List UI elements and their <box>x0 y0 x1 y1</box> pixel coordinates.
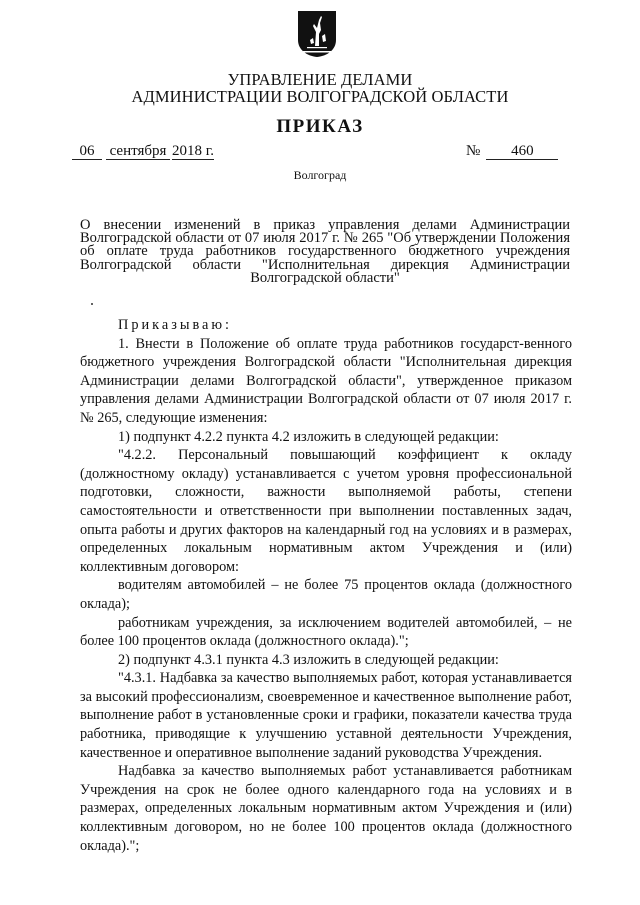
paragraph-2: 1) подпункт 4.2.2 пункта 4.2 изложить в следующей редакции: <box>118 428 499 445</box>
paragraph-1: 1. Внести в Положение об оплате труда работников государст-венного бюджетного учреждения Волгоградской области "Исполнительная дирекция Администрации делами Волгоградской области", утвержденное приказом управления делами Администрации Волгоградской области от 07 июля 2017 г. № 265, следующие изменения: <box>80 335 572 426</box>
document-body <box>80 316 572 855</box>
document-date <box>72 143 214 160</box>
date-year: 2018 г. <box>172 143 214 159</box>
number-label: № <box>466 143 481 159</box>
order-word: Приказываю: <box>118 317 233 333</box>
paragraph-7: "4.3.1. Надбавка за качество выполняемых работ, которая устанавливается за высокий профессионализм, своевременное и качественное выполнение работ, выполнение работ в установленные сроки и графики, показатели качества труда работника, приводящие к улучшению уставной деятельности Учреждения, качественное и оперативное выполнение заданий руководства Учреждения. <box>80 670 572 761</box>
paragraph-4: водителям автомобилей – не более 75 процентов оклада (должностного оклада); <box>80 577 572 612</box>
date-day: 06 <box>72 144 102 160</box>
organization-name-line2: АДМИНИСТРАЦИИ ВОЛГОГРАДСКОЙ ОБЛАСТИ <box>131 87 509 106</box>
paragraph-6: 2) подпункт 4.3.1 пункта 4.3 изложить в следующей редакции: <box>118 651 499 668</box>
organization-name-line1: УПРАВЛЕНИЕ ДЕЛАМИ <box>227 70 413 89</box>
paragraph-3: "4.2.2. Персональный повышающий коэффициент к окладу (должностному окладу) устанавливается с учетом уровня профессиональной подготовки, сложности, важности выполняемой работы, степени самостоятельности и ответственности при выполнении поставленных задач, опыта работы и других факторов на календарный год на условиях и в размерах, определенных локальным нормативным актом Учреждения и (или) коллективным договором: <box>80 447 572 575</box>
paragraph-8: Надбавка за качество выполняемых работ устанавливается работникам Учреждения на срок не более одного календарного года на условиях и в размерах, определенных локальным нормативным актом Учреждения и (или) коллективным договором, но не более 100 процентов оклада (должностного оклада)."; <box>80 763 572 854</box>
volgograd-emblem-icon <box>297 10 337 58</box>
document-title: ПРИКАЗ <box>276 116 364 137</box>
document-city: Волгоград <box>293 168 347 182</box>
scan-dot <box>91 303 93 305</box>
date-month: сентября <box>106 144 170 160</box>
number-value: 460 <box>486 144 558 160</box>
paragraph-5: работникам учреждения, за исключением водителей автомобилей, – не более 100 процентов оклада (должностного оклада)."; <box>80 614 572 650</box>
document-subject: О внесении изменений в приказ управления делами Администрации Волгоградской области от 07 июля 2017 г. № 265 "Об утверждении Положения об оплате труда работников государственного бюджетного учреждения Волгоградской области "Исполнительная дирекция Администрации Волгоградской области" <box>80 217 570 286</box>
document-number <box>466 143 558 160</box>
